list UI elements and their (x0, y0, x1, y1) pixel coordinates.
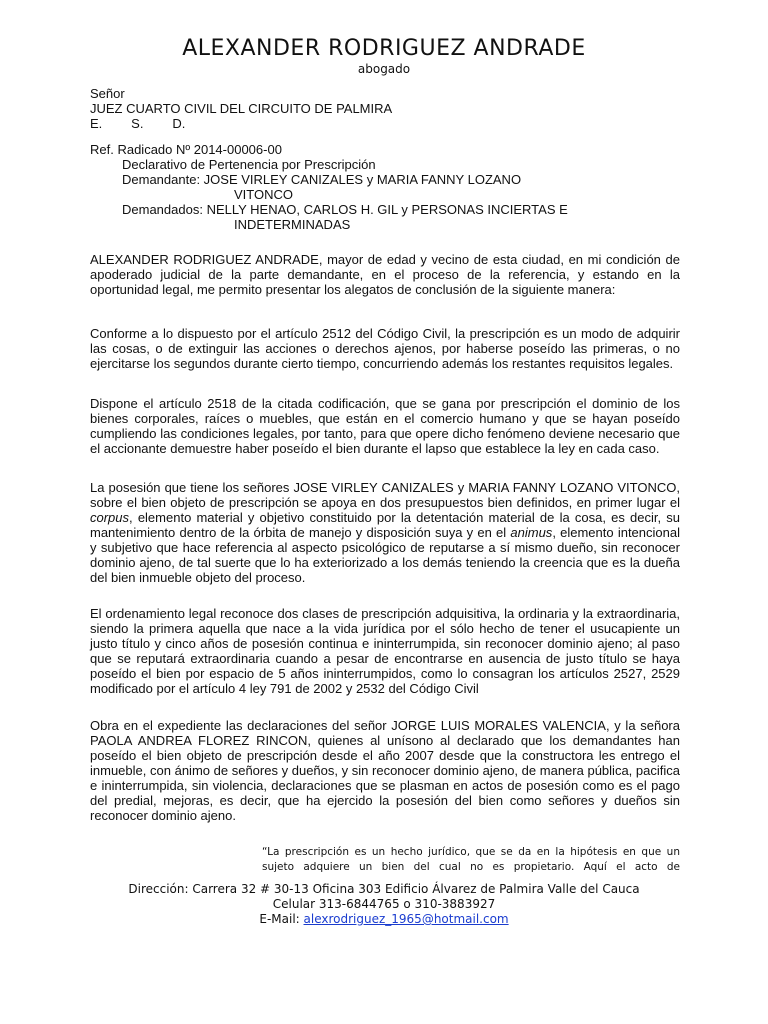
term-corpus: corpus (90, 510, 130, 525)
footer-phone: Celular 313-6844765 o 310-3883927 (272, 897, 496, 911)
paragraph-possession-part-c: , elemento intencional y subjetivo que hace referencia al aspecto psicológico de reputarse a sí mismo dueño, sin reconocer dominio ajeno, de tal suerte que lo ha exteriorizado a los demás teniendo la creencia que es la dueña del bien inmueble objeto del proceso. (90, 525, 680, 585)
addressee-esd: E. S. D. (90, 116, 186, 131)
footer-email-link[interactable]: alexrodriguez_1965@hotmail.com (303, 912, 509, 926)
citation-quote: “La prescripción es un hecho jurídico, que se da en la hipótesis en que un sujeto adquiere un bien del cual no es propietario. Aquí el acto de (262, 846, 680, 873)
reference-demandante (90, 172, 680, 187)
demandados-label: Demandados: (122, 202, 207, 217)
paragraph-possession-part-a: La posesión que tiene los señores JOSE VIRLEY CANIZALES y MARIA FANNY LOZANO VITONCO, sobre el bien objeto de prescripción se apoya en dos presupuestos bien definidos, en primer lugar el (90, 480, 680, 510)
paragraph-prescription-types: El ordenamiento legal reconoce dos clases de prescripción adquisitiva, la ordinaria y la extraordinaria, siendo la primera aquella que nace a la vida jurídica por el sólo hecho de tener el usucapiente un justo título y cinco años de posesión continua e ininterrumpida, sin reconocer dominio ajeno; al paso que se reputará extraordinaria cuando a pesar de encontrarse en ausencia de justo título se haya poseído el bien por espacio de 5 años ininterrumpidos, como lo consagran los artículos 2527, 2529 modificado por el artículo 4 ley 791 de 2002 y 2532 del Código Civil (90, 606, 680, 696)
addressee-salutation: Señor (90, 86, 125, 101)
demandados-value: NELLY HENAO, CARLOS H. GIL y PERSONAS INCIERTAS E (206, 202, 568, 217)
reference-process: Declarativo de Pertenencia por Prescripción (122, 157, 376, 172)
footer-email-label: E-Mail: (259, 912, 304, 926)
paragraph-article-2518: Dispone el artículo 2518 de la citada codificación, que se gana por prescripción el dominio de los bienes corporales, raíces o muebles, que están en el comercio humano y que se hayan poseído cumpliendo las condiciones legales, por tanto, para que opere dicho fenómeno deviene necesario que el accionante demuestre haber poseído el bien durante el lapso que establece la ley en cada caso. (90, 396, 680, 456)
demandante-label: Demandante: (122, 172, 204, 187)
addressee-judge: JUEZ CUARTO CIVIL DEL CIRCUITO DE PALMIRA (90, 101, 393, 116)
letterhead-footer (0, 882, 768, 927)
letterhead-profession: abogado (357, 62, 411, 76)
paragraph-article-2512: Conforme a lo dispuesto por el artículo 2512 del Código Civil, la prescripción es un modo de adquirir las cosas, o de extinguir las acciones o derechos ajenos, por haberse poseído las primeras, o no ejercitarse los segundos durante cierto tiempo, concurriendo además los restantes requisitos legales. (90, 326, 680, 371)
paragraph-possession-part-b: , elemento material y objetivo constituido por la detentación material de la cosa, es decir, su mantenimiento dentro de la órbita de manejo y disposición suya y en el (90, 510, 680, 540)
term-animus: animus (510, 525, 553, 540)
paragraph-intro: ALEXANDER RODRIGUEZ ANDRADE, mayor de edad y vecino de esta ciudad, en mi condición de apoderado judicial de la parte demandante, en el proceso de la referencia, y estando en la oportunidad legal, me permito presentar los alegatos de conclusión de la siguiente manera: (90, 252, 680, 297)
reference-demandados (90, 202, 680, 217)
footer-address: Dirección: Carrera 32 # 30-13 Oficina 303 Edificio Álvarez de Palmira Valle del Cauca (128, 882, 640, 896)
reference-block (90, 142, 680, 232)
demandados-continuation: INDETERMINADAS (234, 217, 351, 232)
demandante-value: JOSE VIRLEY CANIZALES y MARIA FANNY LOZANO (203, 172, 522, 187)
reference-radicado: Ref. Radicado Nº 2014-00006-00 (90, 142, 282, 157)
demandante-continuation: VITONCO (234, 187, 293, 202)
paragraph-testimonies: Obra en el expediente las declaraciones del señor JORGE LUIS MORALES VALENCIA, y la señora PAOLA ANDREA FLOREZ RINCON, quienes al unísono al declarado que los demandantes han poseído el bien objeto de prescripción desde el año 2007 desde que la constructora les entrego el inmueble, con ánimo de señores y dueños, y sin reconocer dominio ajeno, de manera pública, pacifica e ininterrumpida, sin violencia, declaraciones que se plasman en actos de posesión como es el pago del predial, mejoras, es decir, que ha ejercido la posesión del bien como señores y dueños sin reconocer dominio ajeno. (90, 718, 680, 823)
addressee-block (90, 86, 680, 131)
paragraph-possession (90, 480, 680, 585)
footer-email-line (0, 912, 768, 927)
letterhead-name: ALEXANDER RODRIGUEZ ANDRADE (182, 36, 586, 61)
